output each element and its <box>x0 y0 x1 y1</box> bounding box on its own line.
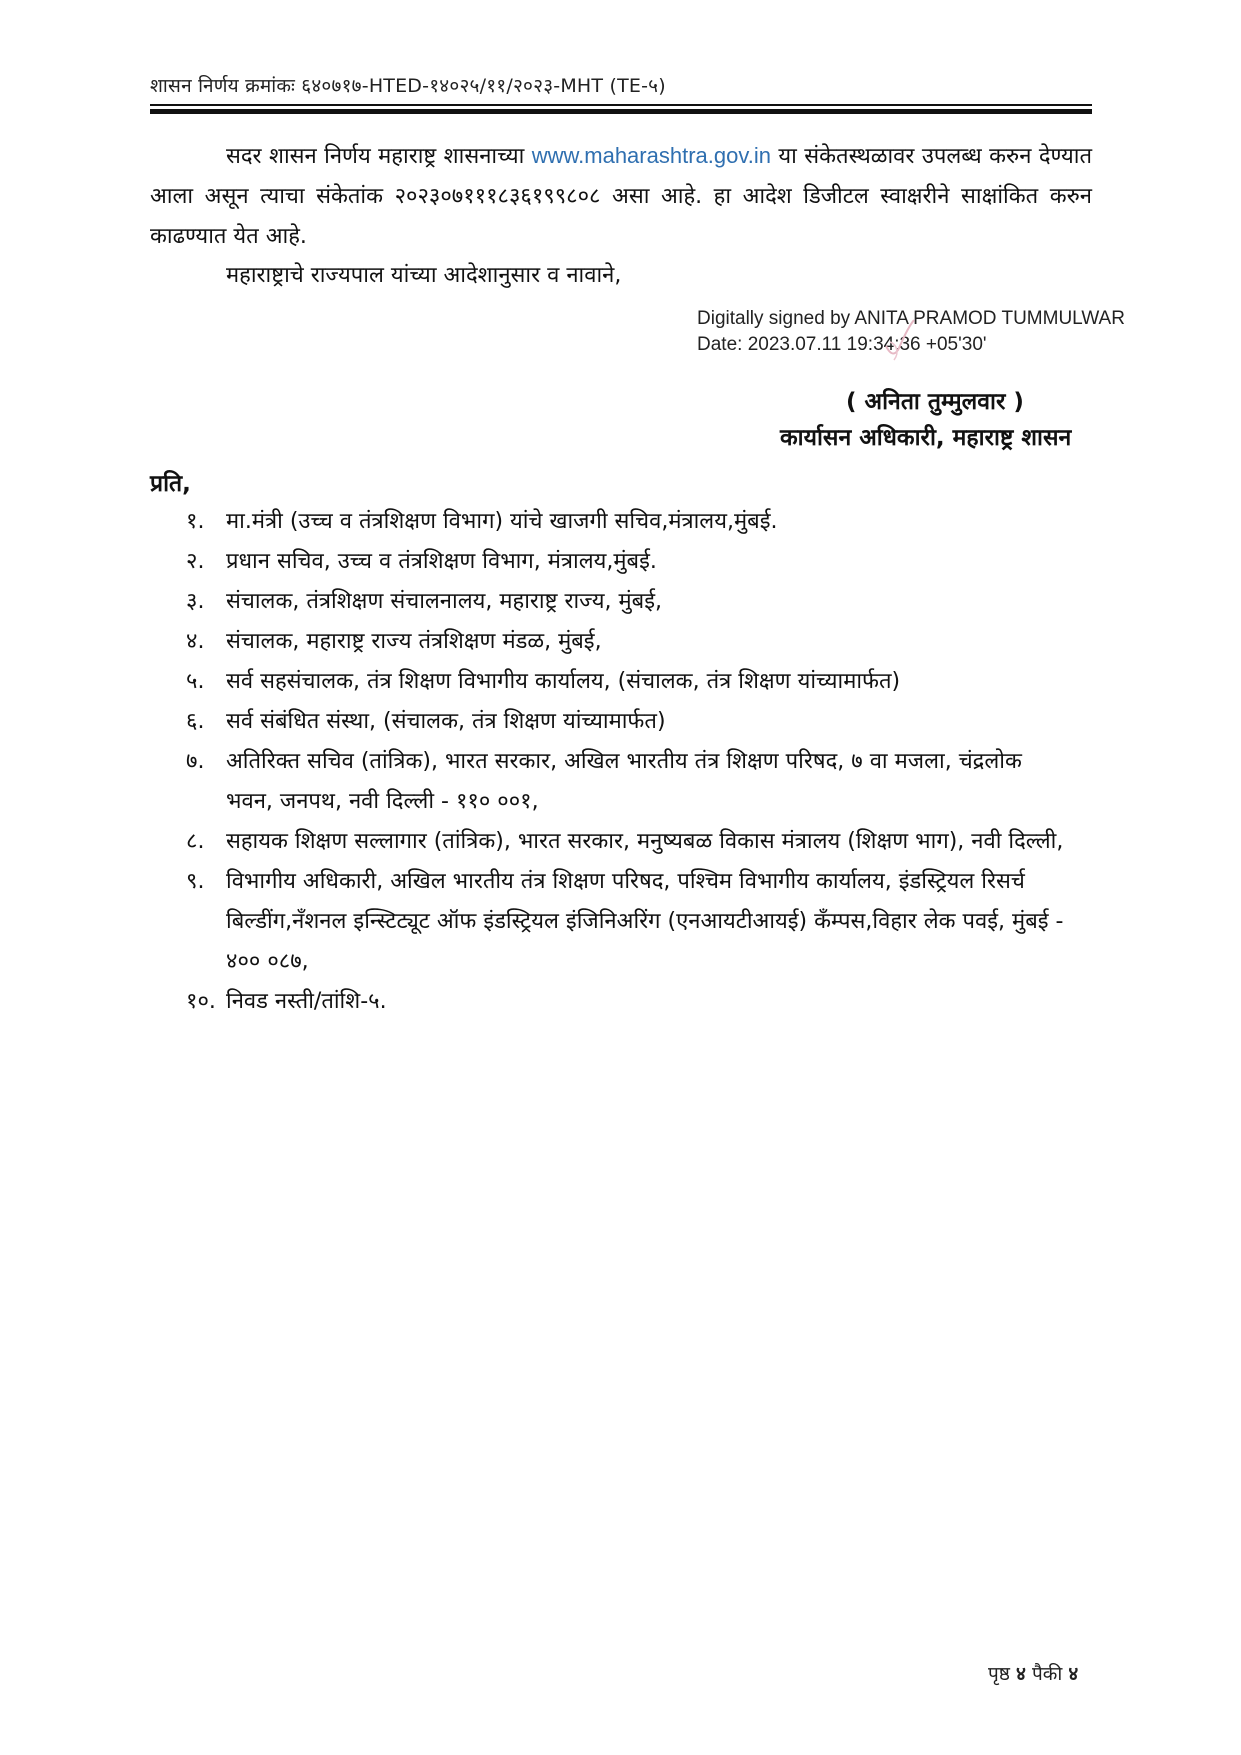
list-item-number: ९. <box>186 869 205 894</box>
website-link[interactable]: www.maharashtra.gov.in <box>531 143 771 168</box>
list-item <box>186 662 1066 702</box>
list-item-text: संचालक, महाराष्ट्र राज्य तंत्रशिक्षण मंडळ, मुंबई, <box>226 629 602 654</box>
body-paragraph <box>150 136 1092 257</box>
list-item <box>186 862 1066 982</box>
page-current: ४ <box>1016 1663 1026 1685</box>
list-item-number: ६. <box>186 709 205 734</box>
list-item-text: मा.मंत्री (उच्च व तंत्रशिक्षण विभाग) यांचे खाजगी सचिव,मंत्रालय,मुंबई. <box>226 509 778 534</box>
list-item <box>186 582 1066 622</box>
digital-signed-date: Date: 2023.07.11 19:34:36 +05'30' <box>697 334 987 355</box>
list-item-number: ३. <box>186 589 205 614</box>
list-item <box>186 702 1066 742</box>
list-item-text: सर्व सहसंचालक, तंत्र शिक्षण विभागीय कार्यालय, (संचालक, तंत्र शिक्षण यांच्यामार्फत) <box>226 669 901 694</box>
page-number <box>988 1660 1078 1686</box>
list-item <box>186 982 1066 1022</box>
list-item-number: १. <box>186 509 205 534</box>
signatory-designation: कार्यासन अधिकारी, महाराष्ट्र शासन <box>780 425 1072 451</box>
list-item <box>186 622 1066 662</box>
list-item-number: २. <box>186 549 205 574</box>
list-item-text: अतिरिक्त सचिव (तांत्रिक), भारत सरकार, अखिल भारतीय तंत्र शिक्षण परिषद, ७ वा मजला, चंद्रलोक भवन, जनपथ, नवी दिल्ली - ११० ००१, <box>226 749 1022 814</box>
reference-number: शासन निर्णय क्रमांकः ६४०७१७-HTED-१४०२५/११/२०२३-MHT (TE-५) <box>150 75 666 97</box>
list-item-text: संचालक, तंत्रशिक्षण संचालनालय, महाराष्ट्र राज्य, मुंबई, <box>226 589 662 614</box>
list-item-number: ४. <box>186 629 205 654</box>
list-item <box>186 542 1066 582</box>
recipients-heading: प्रति, <box>150 471 191 497</box>
header-rule-thin <box>150 104 1092 106</box>
para-suffix: या संकेतस्थळावर उपलब्ध करुन देण्यात आला असून त्याचा संकेतांक २०२३०७१११८३६१९९८०८ असा आहे. हा आदेश डिजीटल स्वाक्षरीने साक्षांकित करुन काढण्यात येत आहे. <box>150 144 1092 249</box>
list-item-number: ५. <box>186 669 205 694</box>
list-item <box>186 742 1066 822</box>
list-item-number: ८. <box>186 829 205 854</box>
list-item-text: निवड नस्ती/तांशि-५. <box>226 989 387 1014</box>
header-rule-thick <box>150 109 1092 114</box>
list-item-text: प्रधान सचिव, उच्च व तंत्रशिक्षण विभाग, मंत्रालय,मुंबई. <box>226 549 657 574</box>
signatory-name: ( अनिता तुम्मुलवार ) <box>846 389 1024 415</box>
list-item-text: सर्व संबंधित संस्था, (संचालक, तंत्र शिक्षण यांच्यामार्फत) <box>226 709 666 734</box>
authority-line: महाराष्ट्राचे राज्यपाल यांच्या आदेशानुसार व नावाने, <box>226 263 622 288</box>
page-mid: पैकी <box>1025 1663 1069 1685</box>
digital-signed-by: Digitally signed by ANITA PRAMOD TUMMULWAR <box>697 308 1125 329</box>
para-prefix: सदर शासन निर्णय महाराष्ट्र शासनाच्या <box>226 144 532 169</box>
list-item-text: विभागीय अधिकारी, अखिल भारतीय तंत्र शिक्षण परिषद, पश्चिम विभागीय कार्यालय, इंडस्ट्रियल रिसर्च बिल्डींग,नँशनल इन्स्टिट्यूट ऑफ इंडस्ट्रियल इंजिनिअरिंग (एनआयटीआयई) कँम्पस,विहार लेक पवई, मुंबई - ४०० ०८७, <box>226 869 1064 974</box>
list-item <box>186 502 1066 542</box>
page-total: ४ <box>1068 1663 1079 1685</box>
list-item-number: ७. <box>186 749 205 774</box>
recipients-list <box>186 502 1066 1022</box>
list-item-number: १०. <box>186 989 216 1014</box>
list-item <box>186 822 1066 862</box>
page-prefix: पृष्ठ <box>988 1663 1017 1685</box>
signature-check-mark-icon <box>880 316 920 362</box>
list-item-text: सहायक शिक्षण सल्लागार (तांत्रिक), भारत सरकार, मनुष्यबळ विकास मंत्रालय (शिक्षण भाग), नवी दिल्ली, <box>226 829 1064 854</box>
